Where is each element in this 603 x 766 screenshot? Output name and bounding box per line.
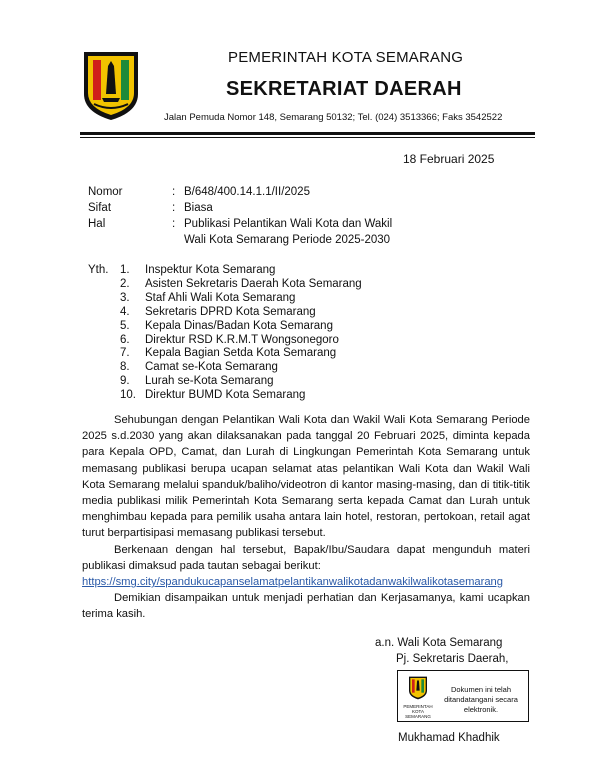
sifat-value: Biasa (184, 202, 213, 214)
list-item (120, 347, 362, 361)
letterhead-government: PEMERINTAH KOTA SEMARANG (228, 49, 464, 66)
stamp-organization: PEMERINTAH KOTA SEMARANG (403, 704, 433, 719)
list-item (120, 306, 362, 320)
list-text: Staf Ahli Wali Kota Semarang (145, 291, 296, 304)
list-item (120, 278, 362, 292)
list-item (120, 320, 362, 334)
list-item (120, 334, 362, 348)
stamp-note: Dokumen ini telah ditandatangani secara elektronik. (444, 685, 518, 714)
letterhead-office: SEKRETARIAT DAERAH (226, 78, 462, 100)
list-number: 7. (120, 347, 130, 360)
list-number: 5. (120, 319, 130, 332)
list-text: Direktur RSD K.R.M.T Wongsonegoro (145, 333, 339, 346)
nomor-colon: : (172, 186, 176, 198)
list-number: 2. (120, 277, 130, 290)
list-number: 6. (120, 333, 130, 346)
list-number: 8. (120, 361, 130, 374)
recipient-salutation: Yth. (88, 264, 109, 276)
letterhead-rule-thin (80, 137, 535, 138)
body-paragraph-2: Berkenaan dengan hal tersebut, Bapak/Ibu/Saudara dapat mengunduh materi publikasi dimaksud pada tautan sebagai berikut: (82, 543, 530, 572)
list-text: Kepala Bagian Setda Kota Semarang (145, 347, 337, 360)
list-number: 3. (120, 291, 130, 304)
hal-label: Hal (88, 218, 106, 230)
list-text: Lurah se-Kota Semarang (145, 375, 274, 388)
hal-colon: : (172, 218, 176, 230)
signature-position: Pj. Sekretaris Daerah, (396, 653, 509, 665)
list-text: Inspektur Kota Semarang (145, 264, 276, 276)
list-text: Camat se-Kota Semarang (145, 361, 278, 374)
semarang-emblem-small-icon (408, 676, 428, 700)
signatory-name: Mukhamad Khadhik (398, 732, 500, 744)
list-item (120, 375, 362, 389)
list-text: Asisten Sekretaris Daerah Kota Semarang (145, 277, 362, 290)
list-item (120, 389, 362, 403)
body-paragraph-1: Sehubungan dengan Pelantikan Wali Kota dan Wakil Wali Kota Semarang Periode 2025 s.d.2030 yang akan dilaksanakan pada tanggal 20 Februari 2025, diminta kepada para Kepala OPD, Camat, dan Lurah di Lingkungan Pemerintah Kota Semarang untuk memasang publikasi berupa ucapan selamat atas pelantikan Wali Kota dan Wakil Wali Kota Semarang melalui spanduk/baliho/videotron di kantor masing-masing, dan di titik-titik media publikasi milik Pemerintah Kota Semarang serta kepada Camat dan Lurah untuk menghimbau kepada para pemilik usaha antara lain hotel, restoran, pertokoan, retail agat turut berpartisipasi memasang publikasi tersebut. (82, 414, 530, 540)
sifat-colon: : (172, 202, 176, 214)
letter-date: 18 Februari 2025 (403, 152, 495, 166)
letterhead-rule-thick (80, 132, 535, 135)
body-paragraph-3: Demikian disampaikan untuk menjadi perhatian dan Kerjasamanya, kami ucapkan terima kasih. (82, 592, 530, 621)
list-text: Kepala Dinas/Badan Kota Semarang (145, 319, 333, 332)
letter-body (82, 412, 530, 623)
list-number: 9. (120, 375, 130, 388)
list-number: 4. (120, 305, 130, 318)
list-item (120, 361, 362, 375)
hal-value-line1: Publikasi Pelantikan Wali Kota dan Wakil (184, 218, 393, 230)
nomor-value: B/648/400.14.1.1/II/2025 (184, 186, 310, 198)
sifat-label: Sifat (88, 202, 112, 214)
list-number: 10. (120, 389, 136, 402)
list-item (120, 292, 362, 306)
list-number: 1. (120, 264, 130, 276)
semarang-emblem-icon (82, 50, 140, 122)
list-text: Direktur BUMD Kota Semarang (145, 389, 306, 402)
signature-on-behalf: a.n. Wali Kota Semarang (375, 637, 503, 649)
list-text: Sekretaris DPRD Kota Semarang (145, 305, 316, 318)
recipient-list (120, 264, 362, 403)
hal-value-line2: Wali Kota Semarang Periode 2025-2030 (184, 234, 391, 246)
list-item (120, 264, 362, 278)
download-link[interactable]: https://smg.city/spandukucapanselamatpelantikanwalikotadanwakilwalikotasemarang (82, 576, 504, 589)
nomor-label: Nomor (88, 186, 123, 198)
letterhead-address: Jalan Pemuda Nomor 148, Semarang 50132; Tel. (024) 3513366; Faks 3542522 (164, 112, 503, 123)
